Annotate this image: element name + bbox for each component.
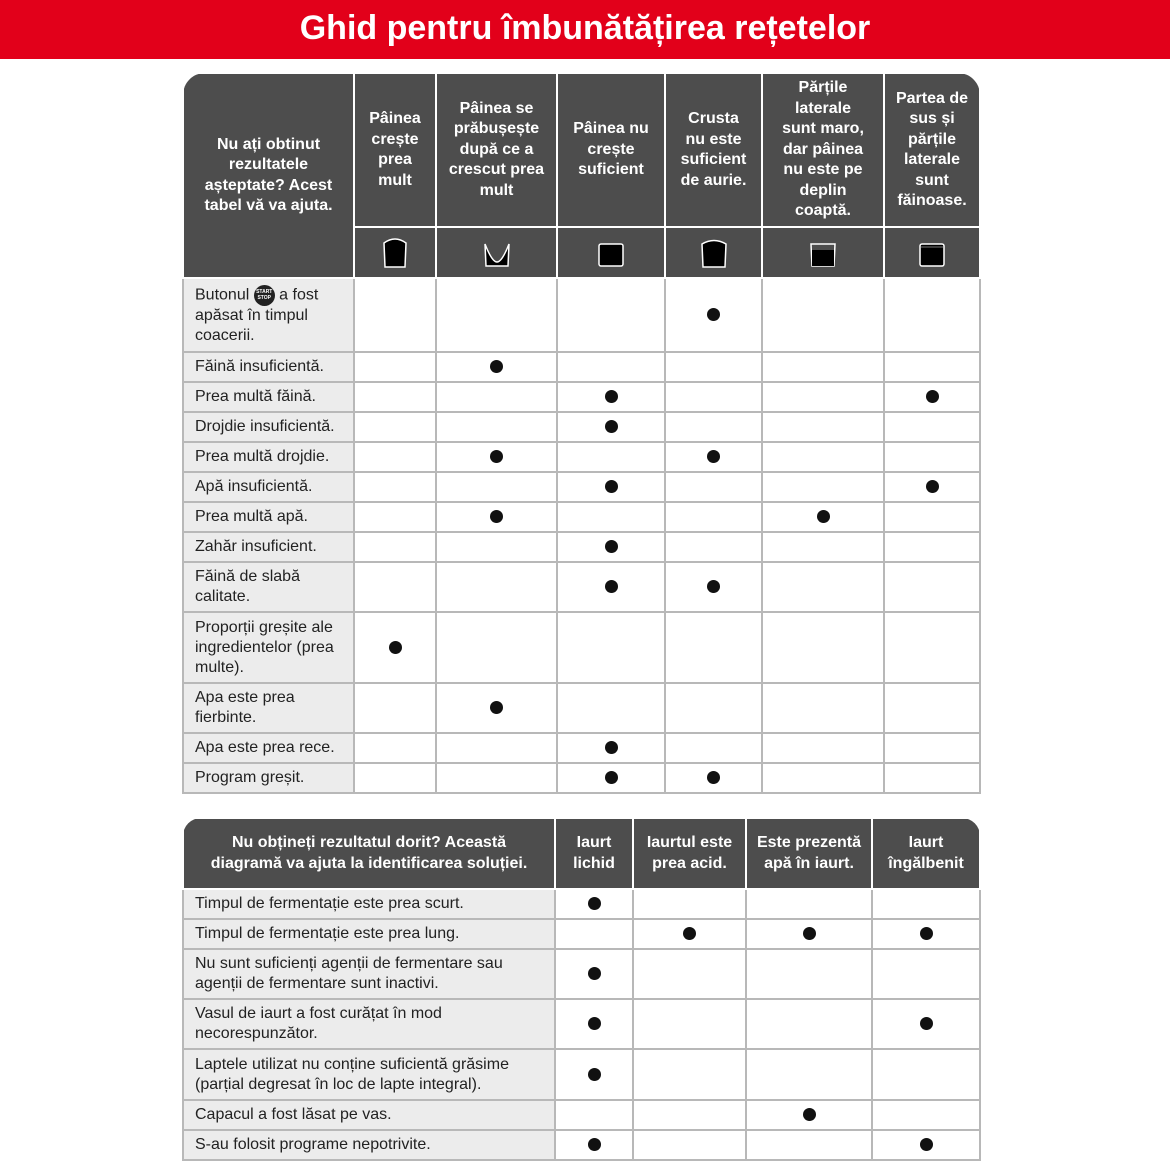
table-cell — [872, 919, 980, 949]
column-header: Pâinea crește prea mult — [354, 73, 436, 227]
check-dot-icon — [920, 927, 933, 940]
check-dot-icon — [707, 450, 720, 463]
table-cell — [633, 1100, 746, 1130]
table-cell — [884, 763, 980, 793]
column-header: Este prezentă apă în iaurt. — [746, 818, 872, 889]
check-dot-icon — [588, 1017, 601, 1030]
table-cell — [354, 562, 436, 612]
table-cell — [354, 502, 436, 532]
table-cell — [354, 733, 436, 763]
table-cell — [436, 562, 557, 612]
table-cell — [557, 683, 665, 733]
table-cell — [436, 683, 557, 733]
table-cell — [436, 763, 557, 793]
table-cell — [633, 1049, 746, 1100]
table-row — [183, 1049, 980, 1100]
check-dot-icon — [926, 390, 939, 403]
table-cell — [557, 612, 665, 683]
table-cell — [762, 382, 884, 412]
table-row — [183, 999, 980, 1049]
table-cell — [884, 442, 980, 472]
table-cell — [665, 502, 762, 532]
table-cell — [436, 352, 557, 382]
table-cell — [555, 1100, 633, 1130]
table-cell — [665, 562, 762, 612]
table-cell — [872, 949, 980, 999]
table-row — [183, 919, 980, 949]
table-cell — [665, 472, 762, 502]
check-dot-icon — [605, 580, 618, 593]
row-label: Capacul a fost lăsat pe vas. — [183, 1100, 555, 1130]
row-label: Făină insuficientă. — [183, 352, 354, 382]
table-cell — [884, 532, 980, 562]
bread-troubleshooting-table — [182, 72, 981, 794]
row-label — [183, 278, 354, 352]
row-label: Timpul de fermentație este prea scurt. — [183, 889, 555, 919]
table-cell — [436, 278, 557, 352]
table-cell — [436, 442, 557, 472]
row-label: Proporții greșite ale ingredientelor (prea multe). — [183, 612, 354, 683]
check-dot-icon — [490, 510, 503, 523]
table-cell — [436, 612, 557, 683]
check-dot-icon — [605, 420, 618, 433]
check-dot-icon — [588, 1068, 601, 1081]
table-row — [183, 352, 980, 382]
table-cell — [872, 889, 980, 919]
table-cell — [746, 999, 872, 1049]
table-cell — [354, 382, 436, 412]
bread-underbaked-icon — [762, 227, 884, 278]
column-header: Iaurt îngălbenit — [872, 818, 980, 889]
row-label: Apă insuficientă. — [183, 472, 354, 502]
row-label: Apa este prea fierbinte. — [183, 683, 354, 733]
column-header: Partea de sus și părțile laterale sunt făinoase. — [884, 73, 980, 227]
table-cell — [557, 502, 665, 532]
table-cell — [884, 612, 980, 683]
column-header: Părțile laterale sunt maro, dar pâinea nu este pe deplin coaptă. — [762, 73, 884, 227]
table-cell — [555, 999, 633, 1049]
table-row — [183, 733, 980, 763]
table-cell — [633, 1130, 746, 1160]
table-cell — [665, 382, 762, 412]
table-row — [183, 442, 980, 472]
yogurt-troubleshooting-table — [182, 817, 981, 1161]
table-row — [183, 612, 980, 683]
table-cell — [555, 1049, 633, 1100]
check-dot-icon — [817, 510, 830, 523]
table-cell — [884, 683, 980, 733]
table-cell — [665, 683, 762, 733]
table-cell — [884, 412, 980, 442]
start-stop-button-icon: START STOP — [254, 285, 275, 306]
table-row — [183, 562, 980, 612]
column-header: Crusta nu este suficient de aurie. — [665, 73, 762, 227]
row-label: Prea multă apă. — [183, 502, 354, 532]
table-cell — [762, 412, 884, 442]
check-dot-icon — [803, 927, 816, 940]
table-cell — [746, 1049, 872, 1100]
table-cell — [354, 683, 436, 733]
check-dot-icon — [588, 1138, 601, 1151]
table-cell — [665, 352, 762, 382]
table-cell — [557, 278, 665, 352]
table-cell — [436, 502, 557, 532]
table-cell — [354, 612, 436, 683]
table-cell — [762, 502, 884, 532]
check-dot-icon — [707, 308, 720, 321]
table-cell — [884, 562, 980, 612]
table-cell — [633, 999, 746, 1049]
table-cell — [762, 442, 884, 472]
check-dot-icon — [605, 390, 618, 403]
row-label: Prea multă drojdie. — [183, 442, 354, 472]
table-cell — [436, 472, 557, 502]
table-row — [183, 472, 980, 502]
table-cell — [665, 442, 762, 472]
table-cell — [633, 919, 746, 949]
table-row — [183, 532, 980, 562]
column-header: Pâinea se prăbușește după ce a crescut prea mult — [436, 73, 557, 227]
table-cell — [762, 612, 884, 683]
check-dot-icon — [920, 1138, 933, 1151]
check-dot-icon — [707, 580, 720, 593]
table-cell — [762, 472, 884, 502]
table-row — [183, 1130, 980, 1160]
check-dot-icon — [389, 641, 402, 654]
table-cell — [746, 889, 872, 919]
table-cell — [872, 1100, 980, 1130]
table-cell — [354, 352, 436, 382]
column-header: Pâinea nu crește suficient — [557, 73, 665, 227]
table-cell — [555, 919, 633, 949]
table-cell — [665, 412, 762, 442]
table-cell — [884, 472, 980, 502]
table-cell — [762, 532, 884, 562]
table-cell — [555, 949, 633, 999]
table-cell — [762, 763, 884, 793]
table-row — [183, 683, 980, 733]
row-label: Nu sunt suficienți agenții de fermentare sau agenții de fermentare sunt inactivi. — [183, 949, 555, 999]
bread-pale-crust-icon — [665, 227, 762, 278]
bread-not-risen-icon — [557, 227, 665, 278]
yogurt-table-intro: Nu obțineți rezultatul dorit? Această diagramă va ajuta la identificarea soluției. — [183, 818, 555, 889]
table-cell — [884, 352, 980, 382]
table-cell — [746, 1130, 872, 1160]
table-cell — [762, 562, 884, 612]
row-label-text: Butonul — [195, 286, 250, 304]
check-dot-icon — [683, 927, 696, 940]
check-dot-icon — [490, 450, 503, 463]
table-cell — [557, 763, 665, 793]
table-cell — [762, 352, 884, 382]
table-cell — [557, 352, 665, 382]
bread-risen-too-much-icon — [354, 227, 436, 278]
row-label: Prea multă făină. — [183, 382, 354, 412]
table-cell — [762, 278, 884, 352]
table-cell — [557, 412, 665, 442]
table-cell — [557, 733, 665, 763]
table-cell — [436, 532, 557, 562]
row-label: Laptele utilizat nu conține suficientă grăsime (parțial degresat în loc de lapte integral). — [183, 1049, 555, 1100]
check-dot-icon — [588, 897, 601, 910]
row-label: Drojdie insuficientă. — [183, 412, 354, 442]
table-cell — [884, 278, 980, 352]
bread-floury-icon — [884, 227, 980, 278]
table-cell — [557, 442, 665, 472]
table-row — [183, 889, 980, 919]
table-cell — [665, 612, 762, 683]
column-header: Iaurtul este prea acid. — [633, 818, 746, 889]
check-dot-icon — [605, 771, 618, 784]
table-cell — [557, 382, 665, 412]
table-cell — [884, 502, 980, 532]
bread-collapsed-icon — [436, 227, 557, 278]
table-cell — [872, 1049, 980, 1100]
row-label: Program greșit. — [183, 763, 354, 793]
table-cell — [665, 733, 762, 763]
table-cell — [555, 1130, 633, 1160]
check-dot-icon — [588, 967, 601, 980]
table-cell — [354, 278, 436, 352]
check-dot-icon — [605, 741, 618, 754]
table-cell — [354, 472, 436, 502]
table-cell — [436, 733, 557, 763]
table-row — [183, 412, 980, 442]
row-label: Zahăr insuficient. — [183, 532, 354, 562]
table-row — [183, 382, 980, 412]
row-label: Timpul de fermentație este prea lung. — [183, 919, 555, 949]
check-dot-icon — [920, 1017, 933, 1030]
table-cell — [665, 278, 762, 352]
table-cell — [665, 532, 762, 562]
check-dot-icon — [490, 360, 503, 373]
row-label-text: a fost apăsat în timpul coacerii. — [195, 286, 319, 344]
table-row — [183, 1100, 980, 1130]
table-cell — [557, 532, 665, 562]
page-title: Ghid pentru îmbunătățirea rețetelor — [0, 0, 1170, 59]
check-dot-icon — [707, 771, 720, 784]
table-cell — [746, 919, 872, 949]
table-cell — [762, 683, 884, 733]
table-cell — [665, 763, 762, 793]
check-dot-icon — [803, 1108, 816, 1121]
table-row — [183, 949, 980, 999]
check-dot-icon — [490, 701, 503, 714]
table-cell — [884, 733, 980, 763]
check-dot-icon — [605, 480, 618, 493]
check-dot-icon — [926, 480, 939, 493]
table-cell — [633, 889, 746, 919]
column-header: Iaurt lichid — [555, 818, 633, 889]
table-cell — [354, 412, 436, 442]
table-cell — [555, 889, 633, 919]
table-cell — [633, 949, 746, 999]
table-cell — [354, 442, 436, 472]
table-cell — [884, 382, 980, 412]
table-cell — [872, 1130, 980, 1160]
table-cell — [872, 999, 980, 1049]
row-label: Vasul de iaurt a fost curățat în mod necorespunzător. — [183, 999, 555, 1049]
row-label: S-au folosit programe nepotrivite. — [183, 1130, 555, 1160]
table-cell — [746, 949, 872, 999]
row-label: Apa este prea rece. — [183, 733, 354, 763]
table-cell — [746, 1100, 872, 1130]
table-cell — [436, 382, 557, 412]
row-label: Făină de slabă calitate. — [183, 562, 354, 612]
table-cell — [354, 763, 436, 793]
table-cell — [436, 412, 557, 442]
table-cell — [557, 562, 665, 612]
table-row — [183, 502, 980, 532]
table-cell — [354, 532, 436, 562]
bread-table-intro: Nu ați obtinut rezultatele așteptate? Acest tabel vă va ajuta. — [183, 73, 354, 278]
table-cell — [762, 733, 884, 763]
table-cell — [557, 472, 665, 502]
check-dot-icon — [605, 540, 618, 553]
table-row — [183, 763, 980, 793]
table-row — [183, 278, 980, 352]
